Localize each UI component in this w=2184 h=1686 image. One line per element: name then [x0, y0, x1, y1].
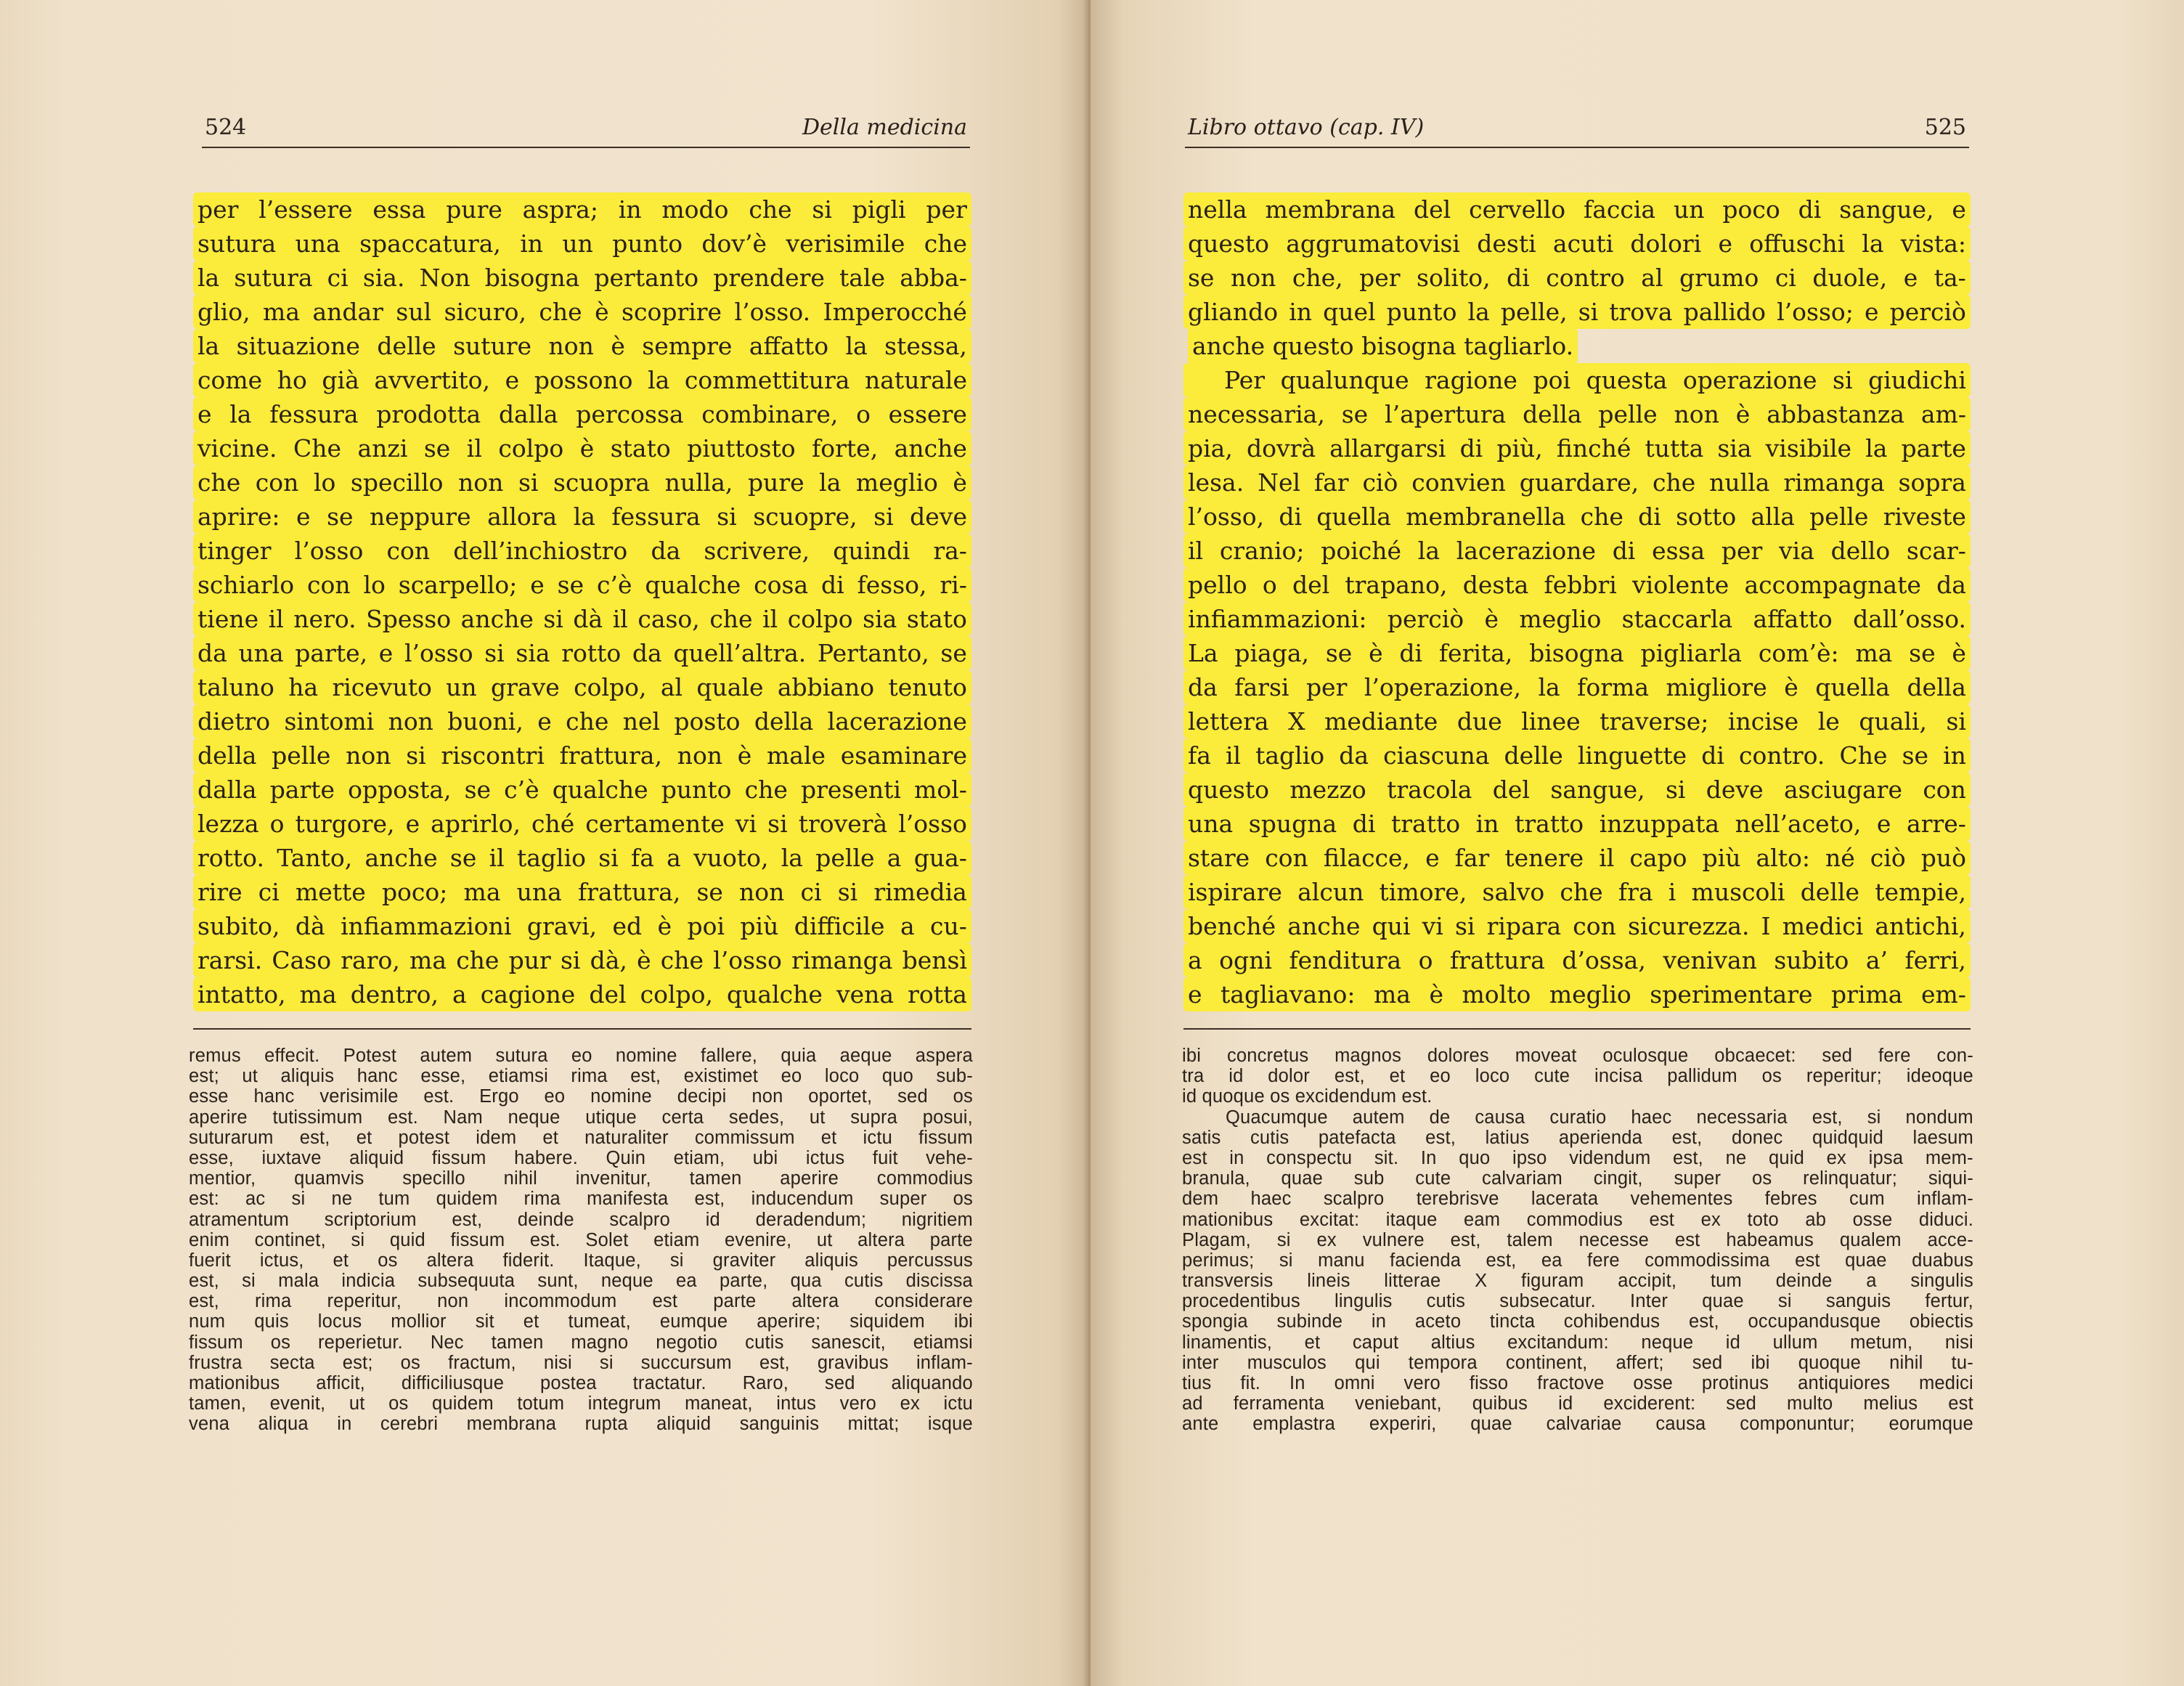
italian-text-line: infiammazioni: perciò è meglio staccarla affatto dall’osso.: [1183, 602, 1971, 636]
latin-text-line: inter musculos qui tempora continent, affert; sed ibi quoque nihil tu-: [1182, 1352, 1973, 1373]
italian-text-line: il cranio; poiché la lacerazione di essa per via dello scar-: [1183, 534, 1971, 568]
latin-text-line: transversis lineis litterae X figuram accipit, tum deinde a singulis: [1182, 1271, 1973, 1292]
italian-text-line: sutura una spaccatura, in un punto dov’è verisimile che: [193, 227, 971, 261]
italian-text-line: tiene il nero. Spesso anche si dà il caso, che il colpo sia stato: [193, 602, 971, 636]
left-page: [0, 0, 1091, 1686]
italian-text-line: della pelle non si riscontri frattura, non è male esaminare: [193, 738, 971, 773]
latin-text-line: est, si mala indicia subsequuta sunt, neque ea parte, qua cutis discissa: [189, 1271, 973, 1292]
latin-text-line: fissum os reperietur. Nec tamen magno negotio cutis sanescit, etiamsi: [189, 1332, 973, 1353]
italian-text-line: La piaga, se è di ferita, bisogna pigliarla com’è: ma se è: [1183, 636, 1971, 670]
latin-text-line: Quacumque autem de causa curatio haec necessaria est, si nondum: [1226, 1107, 1973, 1128]
highlighted-text: anche questo bisogna tagliarlo.: [1188, 329, 1578, 363]
italian-text-line: subito, dà infiammazioni gravi, ed è poi più difficile a cu-: [193, 909, 971, 943]
latin-text-line: ante emplastra experiri, quae calvariae causa componuntur; eorumque: [1182, 1414, 1973, 1435]
italian-text-line: necessaria, se l’apertura della pelle non è abbastanza am-: [1183, 397, 1971, 431]
latin-text-line: Plagam, si ex vulnere est, talem necesse est habeamus qualem acce-: [1182, 1229, 1973, 1250]
latin-text-line: aperire tutissimum est. Nam neque utique certa sedes, ut supra posui,: [189, 1107, 973, 1128]
left-footnote-rule: [193, 1028, 971, 1030]
italian-text-line: stare con filacce, e far tenere il capo più alto: né ciò può: [1183, 841, 1971, 875]
italian-text-line: dalla parte opposta, se c’è qualche punto che presenti mol-: [193, 773, 971, 807]
italian-text-line: una spugna di tratto in tratto inzuppata nell’aceto, e arre-: [1183, 807, 1971, 841]
left-italian-translation: [193, 192, 971, 1011]
left-running-head: Della medicina: [802, 115, 967, 140]
italian-text-line: a ogni fenditura o frattura d’ossa, venivan subito a’ ferri,: [1183, 943, 1971, 977]
latin-text-line: linamentis, et caput altius excitandum: neque id ullum metum, nisi: [1182, 1332, 1973, 1353]
italian-text-line: lesa. Nel far ciò convien guardare, che nulla rimanga sopra: [1183, 465, 1971, 500]
left-latin-original: [189, 1046, 973, 1435]
italian-text-line: tinger l’osso con dell’inchiostro da scrivere, quindi ra-: [193, 534, 971, 568]
italian-text-line: glio, ma andar sul sicuro, che è scoprire l’osso. Imperocché: [193, 295, 971, 329]
latin-text-line: est, rima reperitur, non incommodum est parte altera considerare: [189, 1291, 973, 1312]
latin-text-line: fuerit ictus, et os altera fiderit. Itaque, si graviter aliquis percussus: [189, 1250, 973, 1271]
right-page-number: 525: [1924, 115, 1966, 140]
italian-text-line: aprire: e se neppure allora la fessura si scuopre, si deve: [193, 500, 971, 534]
right-latin-original: [1182, 1046, 1973, 1435]
italian-text-line: pia, dovrà allargarsi di più, finché tutta sia visibile la parte: [1183, 431, 1971, 465]
latin-text-line: tius fit. In omni vero fisso fractove osse protinus antiquiores medici: [1182, 1373, 1973, 1393]
latin-text-line: mentior, quamvis specillo nihil invenitur, tamen aperire commodius: [189, 1168, 973, 1189]
italian-text-line: benché anche qui vi si ripara con sicurezza. I medici antichi,: [1183, 909, 1971, 943]
latin-text-line: esse hanc verisimile est. Ergo eo nomine decipi non oportet, sed os: [189, 1086, 973, 1107]
italian-text-line: ispirare alcun timore, salvo che fra i muscoli delle tempie,: [1183, 875, 1971, 909]
latin-text-line: dem haec scalpro terebrisve lacerata vehementes febres cum inflam-: [1182, 1189, 1973, 1210]
latin-text-line: est in conspectu sit. In quo ipso videndum est, ne quid ex ipsa mem-: [1182, 1147, 1973, 1168]
italian-text-line: rotto. Tanto, anche se il taglio si fa a vuoto, la pelle a gua-: [193, 841, 971, 875]
latin-text-line: mationibus afficit, difficiliusque postea tractatur. Raro, sed aliquando: [189, 1373, 973, 1393]
italian-text-line: rarsi. Caso raro, ma che pur si dà, è che l’osso rimanga bensì: [193, 943, 971, 977]
latin-text-line: est; ut aliquis hanc esse, etiamsi rima est, existimet eo loco quo sub-: [189, 1066, 973, 1087]
italian-text-line: l’osso, di quella membranella che di sotto alla pelle riveste: [1183, 500, 1971, 534]
italian-text-line: se non che, per solito, di contro al grumo ci duole, e ta-: [1183, 261, 1971, 295]
italian-text-line: da una parte, e l’osso si sia rotto da quell’altra. Pertanto, se: [193, 636, 971, 670]
latin-text-line: ibi concretus magnos dolores moveat oculosque obcaecet: sed fere con-: [1182, 1046, 1973, 1066]
italian-text-line: la sutura ci sia. Non bisogna pertanto prendere tale abba-: [193, 261, 971, 295]
italian-text-line: e la fessura prodotta dalla percossa combinare, o essere: [193, 397, 971, 431]
italian-text-line: pello o del trapano, desta febbri violente accompagnate da: [1183, 568, 1971, 602]
latin-text-line: procedentibus lingulis cutis subsecatur. Inter quae si sanguis fertur,: [1182, 1291, 1973, 1312]
right-running-head: Libro ottavo (cap. IV): [1188, 115, 1425, 140]
italian-text-line: lezza o turgore, e aprirlo, ché certamente vi si troverà l’osso: [193, 807, 971, 841]
latin-text-line: tamen, evenit, ut os quidem totum integrum maneat, intus vero ex ictu: [189, 1393, 973, 1414]
italian-text-line: fa il taglio da ciascuna delle linguette di contro. Che se in: [1183, 738, 1971, 773]
italian-text-line: questo mezzo tracola del sangue, si deve asciugare con: [1183, 773, 1971, 807]
italian-text-line: e tagliavano: ma è molto meglio sperimentare prima em-: [1183, 977, 1971, 1011]
left-page-header: [202, 109, 970, 148]
italian-text-line: [1183, 329, 1971, 363]
latin-text-line: ad ferramenta veniebant, quibus id exciderent: sed multo melius est: [1182, 1393, 1973, 1414]
latin-text-line: est: ac si ne tum quidem rima manifesta est, inducendum super os: [189, 1189, 973, 1210]
latin-text-line: suturarum est, et potest idem et naturaliter commissum et ictu fissum: [189, 1127, 973, 1148]
latin-text-line: frustra secta est; os fractum, nisi si succursum est, gravibus inflam-: [189, 1352, 973, 1373]
latin-text-line: perimus; si manu facienda est, ea fere commodissima est quae duabus: [1182, 1250, 1973, 1271]
right-italian-translation: [1183, 192, 1971, 1011]
italian-text-line: da farsi per l’operazione, la forma migliore è quella della: [1183, 670, 1971, 704]
italian-text-line: per l’essere essa pure aspra; in modo che si pigli per: [193, 192, 971, 227]
latin-text-line: satis cutis patefacta est, latius aperienda est, donec quidquid laesum: [1182, 1127, 1973, 1148]
latin-text-line: esse, iuxtave aliquid fissum habere. Quin etiam, ubi ictus fuit vehe-: [189, 1147, 973, 1168]
italian-text-line: intatto, ma dentro, a cagione del colpo, qualche vena rotta: [193, 977, 971, 1011]
italian-text-line: schiarlo con lo scarpello; e se c’è qualche cosa di fesso, ri-: [193, 568, 971, 602]
italian-text-line: che con lo specillo non si scuopra nulla, pure la meglio è: [193, 465, 971, 500]
italian-text-line: vicine. Che anzi se il colpo è stato piuttosto forte, anche: [193, 431, 971, 465]
latin-text-line: mationibus excitat: itaque eam commodius est ex toto ab osse diduci.: [1182, 1209, 1973, 1230]
latin-text-line: num quis locus mollior sit et tumeat, eumque aperire; siquidem ibi: [189, 1311, 973, 1332]
italian-text-line: Per qualunque ragione poi questa operazione si giudichi: [1183, 363, 1971, 397]
latin-text-line: id quoque os excidendum est.: [1182, 1086, 1433, 1107]
latin-text-line: remus effecit. Potest autem sutura eo nomine fallere, quia aeque aspera: [189, 1046, 973, 1066]
italian-text-line: rire ci mette poco; ma una frattura, se non ci si rimedia: [193, 875, 971, 909]
latin-text-line: tra id dolor est, et eo loco cute incisa pallidum os reperitur; ideoque: [1182, 1066, 1973, 1087]
italian-text-line: lettera X mediante due linee traverse; incise le quali, si: [1183, 704, 1971, 738]
italian-text-line: questo aggrumatovisi desti acuti dolori e offuschi la vista:: [1183, 227, 1971, 261]
latin-text-line: enim continet, si quid fissum est. Solet etiam evenire, ut altera parte: [189, 1229, 973, 1250]
italian-text-line: la situazione delle suture non è sempre affatto la stessa,: [193, 329, 971, 363]
right-footnote-rule: [1183, 1028, 1971, 1030]
italian-text-line: come ho già avvertito, e possono la commettitura naturale: [193, 363, 971, 397]
latin-text-line: branula, quae sub cute calvariam cingit, super os relinquatur; siqui-: [1182, 1168, 1973, 1189]
latin-text-line: atramentum scriptorium est, deinde scalpro id deradendum; nigritiem: [189, 1209, 973, 1230]
right-page: [1091, 0, 2184, 1686]
latin-text-line: vena aliqua in cerebri membrana rupta aliquid sanguinis mittat; isque: [189, 1414, 973, 1435]
italian-text-line: dietro sintomi non buoni, e che nel posto della lacerazione: [193, 704, 971, 738]
italian-text-line: gliando in quel punto la pelle, si trova pallido l’osso; e perciò: [1183, 295, 1971, 329]
italian-text-line: taluno ha ricevuto un grave colpo, al quale abbiano tenuto: [193, 670, 971, 704]
latin-text-line: spongia subinde in aceto tincta cohibendus est, occupandusque obiectis: [1182, 1311, 1973, 1332]
italian-text-line: nella membrana del cervello faccia un poco di sangue, e: [1183, 192, 1971, 227]
right-page-header: [1185, 109, 1969, 148]
left-page-number: 524: [205, 115, 247, 140]
